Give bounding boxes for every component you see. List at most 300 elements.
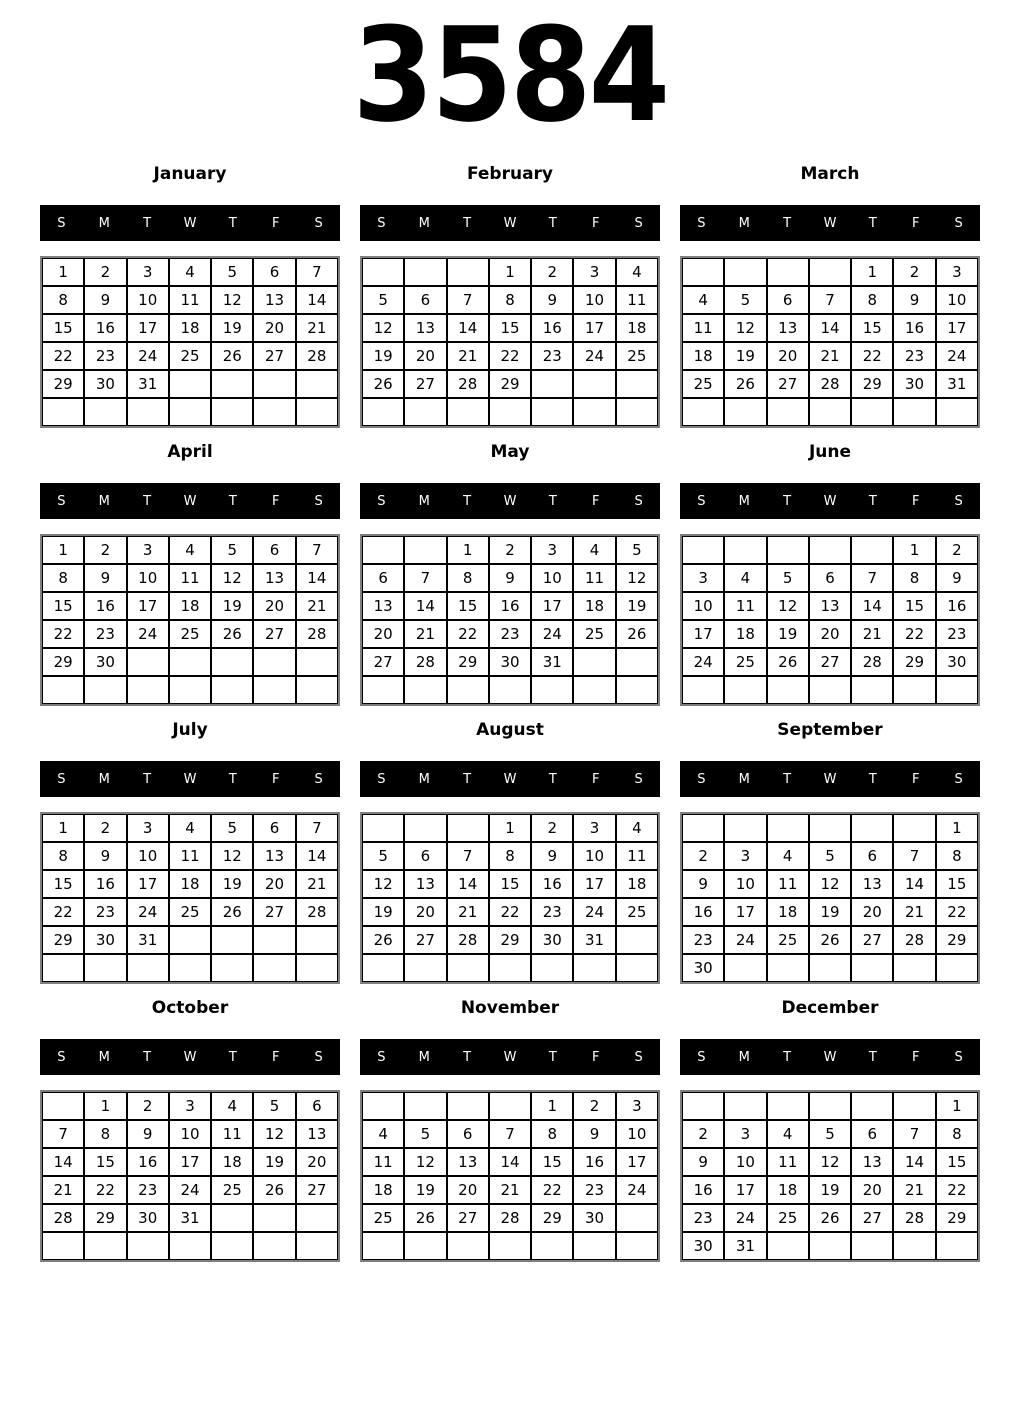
date-cell: 25 bbox=[616, 342, 658, 370]
date-cell: 20 bbox=[362, 620, 404, 648]
empty-date-cell bbox=[893, 398, 935, 426]
date-cell: 6 bbox=[809, 564, 851, 592]
empty-date-cell bbox=[253, 1204, 295, 1232]
date-cell: 21 bbox=[296, 314, 338, 342]
date-grid bbox=[40, 534, 340, 706]
month-name: December bbox=[781, 998, 879, 1018]
empty-date-cell bbox=[211, 954, 253, 982]
date-cell: 12 bbox=[616, 564, 658, 592]
day-header-cell: S bbox=[377, 493, 386, 509]
empty-date-cell bbox=[447, 814, 489, 842]
empty-date-cell bbox=[84, 954, 126, 982]
date-cell: 13 bbox=[767, 314, 809, 342]
month-block bbox=[360, 163, 660, 428]
empty-date-cell bbox=[851, 398, 893, 426]
day-header-cell: W bbox=[823, 1049, 837, 1065]
date-grid bbox=[360, 812, 660, 984]
date-cell: 30 bbox=[573, 1204, 615, 1232]
date-cell: 4 bbox=[767, 842, 809, 870]
date-cell: 3 bbox=[724, 1120, 766, 1148]
date-cell: 2 bbox=[682, 1120, 724, 1148]
year-title: 3584 bbox=[352, 0, 668, 151]
day-header-bar bbox=[680, 483, 980, 519]
date-cell: 18 bbox=[616, 870, 658, 898]
date-cell: 1 bbox=[84, 1092, 126, 1120]
date-cell: 5 bbox=[211, 258, 253, 286]
date-cell: 1 bbox=[489, 814, 531, 842]
month-name: July bbox=[172, 720, 208, 740]
date-cell: 13 bbox=[447, 1148, 489, 1176]
day-header-cell: T bbox=[548, 215, 557, 231]
date-cell: 2 bbox=[573, 1092, 615, 1120]
date-cell: 22 bbox=[489, 342, 531, 370]
date-grid bbox=[680, 534, 980, 706]
empty-date-cell bbox=[211, 676, 253, 704]
date-cell: 15 bbox=[936, 870, 978, 898]
date-cell: 6 bbox=[296, 1092, 338, 1120]
date-cell: 12 bbox=[362, 870, 404, 898]
date-cell: 19 bbox=[211, 870, 253, 898]
day-header-cell: S bbox=[377, 771, 386, 787]
date-cell: 24 bbox=[127, 620, 169, 648]
date-cell: 20 bbox=[767, 342, 809, 370]
date-cell: 19 bbox=[211, 592, 253, 620]
month-name: May bbox=[490, 442, 530, 462]
date-cell: 11 bbox=[682, 314, 724, 342]
date-cell: 22 bbox=[84, 1176, 126, 1204]
day-header-bar bbox=[40, 761, 340, 797]
date-cell: 2 bbox=[893, 258, 935, 286]
date-cell: 22 bbox=[531, 1176, 573, 1204]
empty-date-cell bbox=[573, 648, 615, 676]
date-cell: 4 bbox=[211, 1092, 253, 1120]
date-cell: 14 bbox=[893, 1148, 935, 1176]
date-cell: 7 bbox=[893, 842, 935, 870]
date-cell: 10 bbox=[127, 842, 169, 870]
date-cell: 19 bbox=[809, 1176, 851, 1204]
date-cell: 18 bbox=[724, 620, 766, 648]
date-grid bbox=[680, 1090, 980, 1262]
date-cell: 27 bbox=[296, 1176, 338, 1204]
date-cell: 3 bbox=[573, 258, 615, 286]
empty-date-cell bbox=[893, 1232, 935, 1260]
date-cell: 25 bbox=[362, 1204, 404, 1232]
date-cell: 23 bbox=[531, 898, 573, 926]
date-cell: 14 bbox=[296, 842, 338, 870]
date-cell: 15 bbox=[84, 1148, 126, 1176]
empty-date-cell bbox=[404, 676, 446, 704]
empty-date-cell bbox=[936, 398, 978, 426]
date-cell: 10 bbox=[724, 1148, 766, 1176]
date-cell: 7 bbox=[893, 1120, 935, 1148]
day-header-cell: M bbox=[738, 1049, 750, 1065]
date-cell: 14 bbox=[447, 870, 489, 898]
date-cell: 29 bbox=[42, 648, 84, 676]
day-header-cell: S bbox=[697, 771, 706, 787]
date-cell: 9 bbox=[84, 286, 126, 314]
day-header-cell: M bbox=[418, 493, 430, 509]
empty-date-cell bbox=[362, 954, 404, 982]
date-cell: 22 bbox=[447, 620, 489, 648]
day-header-bar bbox=[40, 205, 340, 241]
date-cell: 10 bbox=[573, 286, 615, 314]
date-cell: 1 bbox=[893, 536, 935, 564]
date-cell: 12 bbox=[724, 314, 766, 342]
day-header-cell: S bbox=[314, 771, 323, 787]
date-cell: 27 bbox=[362, 648, 404, 676]
day-header-cell: T bbox=[548, 1049, 557, 1065]
day-header-cell: F bbox=[591, 493, 600, 509]
empty-date-cell bbox=[893, 676, 935, 704]
empty-date-cell bbox=[84, 398, 126, 426]
empty-date-cell bbox=[767, 258, 809, 286]
date-cell: 14 bbox=[851, 592, 893, 620]
empty-date-cell bbox=[489, 1232, 531, 1260]
empty-date-cell bbox=[127, 648, 169, 676]
date-cell: 11 bbox=[573, 564, 615, 592]
date-cell: 28 bbox=[42, 1204, 84, 1232]
date-cell: 28 bbox=[447, 370, 489, 398]
date-cell: 20 bbox=[404, 342, 446, 370]
day-header-cell: F bbox=[911, 215, 920, 231]
date-cell: 18 bbox=[169, 314, 211, 342]
date-cell: 25 bbox=[767, 926, 809, 954]
day-header-bar bbox=[360, 483, 660, 519]
date-cell: 18 bbox=[767, 1176, 809, 1204]
empty-date-cell bbox=[169, 954, 211, 982]
empty-date-cell bbox=[724, 258, 766, 286]
date-cell: 4 bbox=[169, 258, 211, 286]
day-header-cell: S bbox=[634, 215, 643, 231]
date-cell: 14 bbox=[404, 592, 446, 620]
date-cell: 6 bbox=[447, 1120, 489, 1148]
date-cell: 28 bbox=[404, 648, 446, 676]
date-grid bbox=[360, 534, 660, 706]
empty-date-cell bbox=[169, 676, 211, 704]
day-header-cell: F bbox=[271, 493, 280, 509]
month-name: February bbox=[466, 164, 554, 184]
date-cell: 2 bbox=[84, 536, 126, 564]
empty-date-cell bbox=[809, 536, 851, 564]
date-cell: 22 bbox=[936, 1176, 978, 1204]
day-header-cell: M bbox=[738, 215, 750, 231]
date-cell: 17 bbox=[616, 1148, 658, 1176]
empty-date-cell bbox=[296, 398, 338, 426]
date-cell: 1 bbox=[489, 258, 531, 286]
date-cell: 21 bbox=[296, 870, 338, 898]
date-cell: 21 bbox=[447, 342, 489, 370]
day-header-cell: T bbox=[783, 771, 792, 787]
date-grid bbox=[360, 1090, 660, 1262]
date-cell: 30 bbox=[936, 648, 978, 676]
empty-date-cell bbox=[296, 648, 338, 676]
day-header-cell: T bbox=[463, 493, 472, 509]
date-cell: 23 bbox=[893, 342, 935, 370]
date-cell: 5 bbox=[211, 536, 253, 564]
date-cell: 17 bbox=[531, 592, 573, 620]
date-cell: 7 bbox=[851, 564, 893, 592]
date-cell: 27 bbox=[447, 1204, 489, 1232]
date-cell: 22 bbox=[489, 898, 531, 926]
date-cell: 16 bbox=[682, 898, 724, 926]
date-cell: 26 bbox=[809, 926, 851, 954]
date-cell: 1 bbox=[531, 1092, 573, 1120]
empty-date-cell bbox=[851, 536, 893, 564]
month-block bbox=[360, 997, 660, 1262]
date-cell: 17 bbox=[127, 870, 169, 898]
date-cell: 28 bbox=[809, 370, 851, 398]
day-header-cell: F bbox=[271, 771, 280, 787]
date-cell: 11 bbox=[211, 1120, 253, 1148]
date-cell: 17 bbox=[724, 1176, 766, 1204]
date-cell: 27 bbox=[253, 620, 295, 648]
date-cell: 21 bbox=[489, 1176, 531, 1204]
date-cell: 27 bbox=[404, 926, 446, 954]
day-header-bar bbox=[360, 1039, 660, 1075]
empty-date-cell bbox=[616, 926, 658, 954]
month-block bbox=[40, 997, 340, 1262]
date-cell: 9 bbox=[84, 564, 126, 592]
date-cell: 1 bbox=[936, 1092, 978, 1120]
date-cell: 11 bbox=[767, 870, 809, 898]
date-cell: 23 bbox=[682, 1204, 724, 1232]
date-cell: 11 bbox=[362, 1148, 404, 1176]
date-cell: 18 bbox=[573, 592, 615, 620]
empty-date-cell bbox=[616, 370, 658, 398]
empty-date-cell bbox=[724, 398, 766, 426]
date-cell: 28 bbox=[296, 898, 338, 926]
date-cell: 29 bbox=[531, 1204, 573, 1232]
date-cell: 21 bbox=[296, 592, 338, 620]
date-cell: 18 bbox=[616, 314, 658, 342]
empty-date-cell bbox=[127, 954, 169, 982]
date-cell: 18 bbox=[211, 1148, 253, 1176]
date-cell: 19 bbox=[253, 1148, 295, 1176]
day-header-cell: T bbox=[783, 493, 792, 509]
day-header-cell: F bbox=[271, 1049, 280, 1065]
day-header-cell: T bbox=[143, 493, 152, 509]
date-cell: 17 bbox=[724, 898, 766, 926]
empty-date-cell bbox=[936, 1232, 978, 1260]
day-header-cell: M bbox=[98, 215, 110, 231]
date-cell: 13 bbox=[253, 842, 295, 870]
day-header-cell: W bbox=[503, 493, 517, 509]
empty-date-cell bbox=[489, 954, 531, 982]
date-cell: 20 bbox=[809, 620, 851, 648]
date-cell: 7 bbox=[489, 1120, 531, 1148]
date-cell: 28 bbox=[851, 648, 893, 676]
day-header-cell: S bbox=[314, 493, 323, 509]
day-header-cell: S bbox=[954, 771, 963, 787]
date-cell: 3 bbox=[169, 1092, 211, 1120]
empty-date-cell bbox=[489, 1092, 531, 1120]
date-cell: 24 bbox=[724, 1204, 766, 1232]
date-cell: 8 bbox=[84, 1120, 126, 1148]
month-block bbox=[680, 719, 980, 984]
date-cell: 26 bbox=[253, 1176, 295, 1204]
date-cell: 14 bbox=[296, 564, 338, 592]
day-header-cell: M bbox=[738, 771, 750, 787]
date-cell: 19 bbox=[211, 314, 253, 342]
date-cell: 2 bbox=[682, 842, 724, 870]
date-cell: 1 bbox=[42, 814, 84, 842]
empty-date-cell bbox=[253, 1232, 295, 1260]
empty-date-cell bbox=[531, 1232, 573, 1260]
date-cell: 25 bbox=[169, 342, 211, 370]
date-cell: 9 bbox=[84, 842, 126, 870]
empty-date-cell bbox=[809, 954, 851, 982]
date-cell: 11 bbox=[616, 842, 658, 870]
empty-date-cell bbox=[169, 926, 211, 954]
date-cell: 5 bbox=[767, 564, 809, 592]
empty-date-cell bbox=[531, 398, 573, 426]
empty-date-cell bbox=[573, 370, 615, 398]
empty-date-cell bbox=[362, 398, 404, 426]
empty-date-cell bbox=[127, 398, 169, 426]
empty-date-cell bbox=[616, 676, 658, 704]
empty-date-cell bbox=[767, 536, 809, 564]
day-header-cell: S bbox=[634, 771, 643, 787]
empty-date-cell bbox=[169, 370, 211, 398]
date-cell: 24 bbox=[573, 342, 615, 370]
date-cell: 5 bbox=[404, 1120, 446, 1148]
date-cell: 1 bbox=[42, 258, 84, 286]
empty-date-cell bbox=[809, 814, 851, 842]
date-cell: 28 bbox=[447, 926, 489, 954]
empty-date-cell bbox=[362, 536, 404, 564]
date-cell: 6 bbox=[404, 286, 446, 314]
month-block bbox=[680, 163, 980, 428]
day-header-cell: M bbox=[738, 493, 750, 509]
date-cell: 3 bbox=[682, 564, 724, 592]
date-cell: 9 bbox=[531, 842, 573, 870]
date-cell: 12 bbox=[809, 870, 851, 898]
empty-date-cell bbox=[253, 398, 295, 426]
date-cell: 7 bbox=[296, 814, 338, 842]
date-cell: 22 bbox=[851, 342, 893, 370]
date-cell: 8 bbox=[489, 286, 531, 314]
date-grid bbox=[40, 812, 340, 984]
date-cell: 29 bbox=[936, 1204, 978, 1232]
date-cell: 24 bbox=[127, 898, 169, 926]
date-cell: 7 bbox=[404, 564, 446, 592]
date-cell: 11 bbox=[724, 592, 766, 620]
date-cell: 15 bbox=[851, 314, 893, 342]
date-cell: 7 bbox=[447, 842, 489, 870]
date-cell: 5 bbox=[253, 1092, 295, 1120]
date-cell: 1 bbox=[851, 258, 893, 286]
date-cell: 10 bbox=[127, 286, 169, 314]
date-cell: 2 bbox=[84, 258, 126, 286]
month-block bbox=[40, 441, 340, 706]
empty-date-cell bbox=[127, 676, 169, 704]
date-grid bbox=[360, 256, 660, 428]
empty-date-cell bbox=[296, 954, 338, 982]
empty-date-cell bbox=[404, 954, 446, 982]
empty-date-cell bbox=[851, 814, 893, 842]
empty-date-cell bbox=[42, 954, 84, 982]
date-cell: 2 bbox=[127, 1092, 169, 1120]
date-cell: 15 bbox=[531, 1148, 573, 1176]
date-cell: 4 bbox=[362, 1120, 404, 1148]
date-cell: 4 bbox=[767, 1120, 809, 1148]
day-header-cell: T bbox=[143, 215, 152, 231]
date-cell: 28 bbox=[296, 342, 338, 370]
empty-date-cell bbox=[573, 398, 615, 426]
date-cell: 4 bbox=[169, 536, 211, 564]
date-cell: 4 bbox=[616, 258, 658, 286]
date-cell: 19 bbox=[724, 342, 766, 370]
day-header-cell: F bbox=[591, 771, 600, 787]
date-cell: 17 bbox=[573, 870, 615, 898]
empty-date-cell bbox=[253, 648, 295, 676]
date-cell: 11 bbox=[169, 286, 211, 314]
date-cell: 31 bbox=[531, 648, 573, 676]
date-cell: 3 bbox=[936, 258, 978, 286]
date-grid bbox=[680, 812, 980, 984]
date-cell: 3 bbox=[127, 258, 169, 286]
date-cell: 30 bbox=[682, 1232, 724, 1260]
date-cell: 26 bbox=[809, 1204, 851, 1232]
day-header-cell: W bbox=[503, 215, 517, 231]
empty-date-cell bbox=[211, 926, 253, 954]
date-cell: 28 bbox=[296, 620, 338, 648]
empty-date-cell bbox=[42, 1232, 84, 1260]
date-cell: 6 bbox=[253, 258, 295, 286]
date-cell: 20 bbox=[253, 314, 295, 342]
date-cell: 3 bbox=[531, 536, 573, 564]
date-cell: 22 bbox=[42, 620, 84, 648]
day-header-cell: W bbox=[183, 771, 197, 787]
date-cell: 23 bbox=[84, 620, 126, 648]
date-cell: 25 bbox=[724, 648, 766, 676]
date-cell: 11 bbox=[169, 842, 211, 870]
date-cell: 13 bbox=[404, 870, 446, 898]
date-cell: 12 bbox=[211, 842, 253, 870]
date-cell: 13 bbox=[253, 286, 295, 314]
date-cell: 8 bbox=[447, 564, 489, 592]
date-cell: 17 bbox=[127, 592, 169, 620]
empty-date-cell bbox=[84, 1232, 126, 1260]
day-header-cell: S bbox=[697, 1049, 706, 1065]
date-cell: 9 bbox=[489, 564, 531, 592]
date-cell: 8 bbox=[42, 564, 84, 592]
day-header-bar bbox=[360, 761, 660, 797]
day-header-cell: T bbox=[228, 1049, 237, 1065]
date-cell: 17 bbox=[573, 314, 615, 342]
date-cell: 31 bbox=[724, 1232, 766, 1260]
date-cell: 14 bbox=[809, 314, 851, 342]
date-cell: 4 bbox=[169, 814, 211, 842]
date-cell: 18 bbox=[362, 1176, 404, 1204]
date-cell: 25 bbox=[616, 898, 658, 926]
date-cell: 6 bbox=[851, 1120, 893, 1148]
date-cell: 17 bbox=[169, 1148, 211, 1176]
empty-date-cell bbox=[84, 676, 126, 704]
date-cell: 27 bbox=[253, 898, 295, 926]
day-header-cell: S bbox=[57, 215, 66, 231]
empty-date-cell bbox=[253, 370, 295, 398]
date-cell: 26 bbox=[616, 620, 658, 648]
date-cell: 14 bbox=[489, 1148, 531, 1176]
date-cell: 21 bbox=[851, 620, 893, 648]
date-cell: 3 bbox=[573, 814, 615, 842]
date-cell: 26 bbox=[362, 370, 404, 398]
date-cell: 8 bbox=[851, 286, 893, 314]
date-cell: 16 bbox=[84, 870, 126, 898]
date-cell: 18 bbox=[169, 592, 211, 620]
month-name: March bbox=[800, 164, 860, 184]
